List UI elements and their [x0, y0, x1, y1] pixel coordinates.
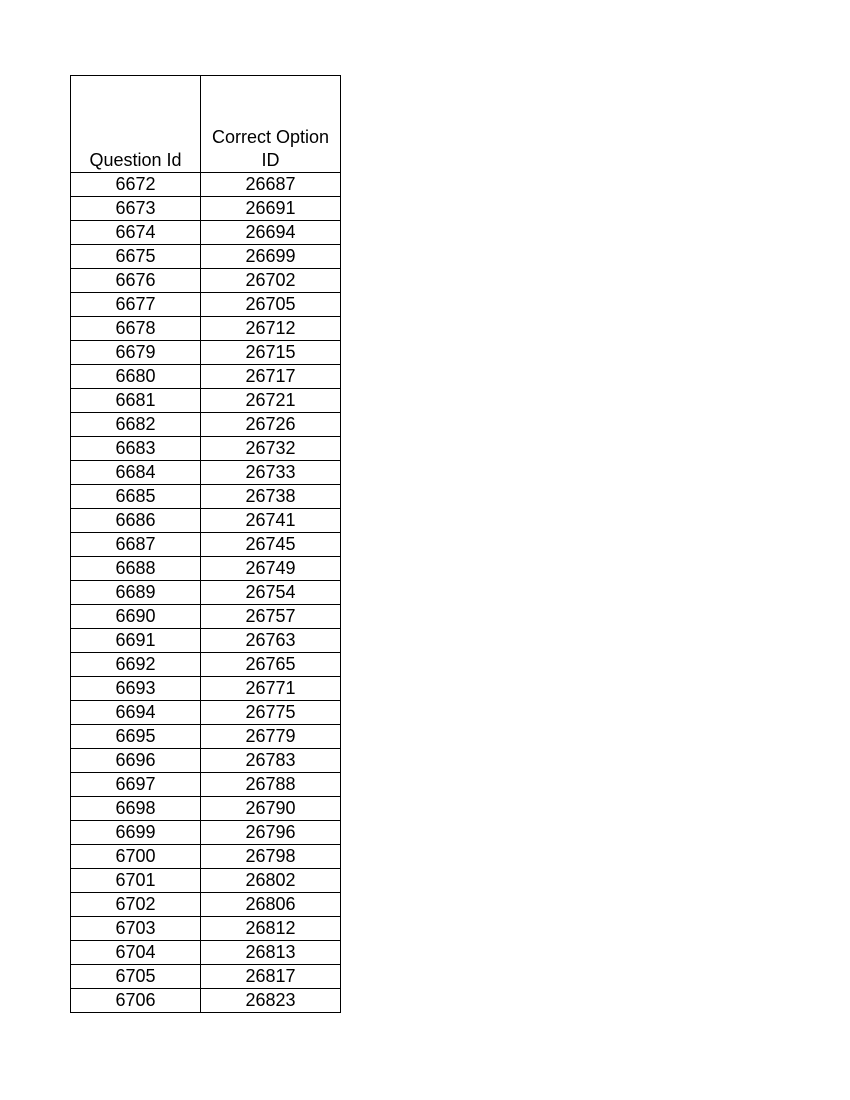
cell-correct-option-id: 26817 — [201, 965, 341, 989]
table-row — [71, 389, 341, 413]
cell-question-id: 6681 — [71, 389, 201, 413]
cell-question-id: 6685 — [71, 485, 201, 509]
cell-question-id: 6687 — [71, 533, 201, 557]
cell-question-id: 6704 — [71, 941, 201, 965]
cell-correct-option-id: 26721 — [201, 389, 341, 413]
table-row — [71, 221, 341, 245]
cell-question-id: 6682 — [71, 413, 201, 437]
cell-question-id: 6677 — [71, 293, 201, 317]
table-row — [71, 629, 341, 653]
table-row — [71, 677, 341, 701]
header-question-id-label: Question Id — [89, 150, 182, 170]
cell-correct-option-id: 26823 — [201, 989, 341, 1013]
table-row — [71, 293, 341, 317]
header-correct-option-label-line1: Correct Option — [211, 127, 330, 147]
cell-correct-option-id: 26712 — [201, 317, 341, 341]
table-row — [71, 797, 341, 821]
cell-correct-option-id: 26765 — [201, 653, 341, 677]
cell-correct-option-id: 26779 — [201, 725, 341, 749]
table-row — [71, 773, 341, 797]
cell-question-id: 6700 — [71, 845, 201, 869]
cell-correct-option-id: 26687 — [201, 173, 341, 197]
table-row — [71, 893, 341, 917]
cell-correct-option-id: 26738 — [201, 485, 341, 509]
cell-question-id: 6692 — [71, 653, 201, 677]
cell-correct-option-id: 26733 — [201, 461, 341, 485]
table-row — [71, 245, 341, 269]
table-row — [71, 269, 341, 293]
cell-question-id: 6706 — [71, 989, 201, 1013]
table-row — [71, 941, 341, 965]
cell-correct-option-id: 26806 — [201, 893, 341, 917]
table-header-row — [71, 76, 341, 173]
cell-correct-option-id: 26763 — [201, 629, 341, 653]
table-row — [71, 317, 341, 341]
cell-question-id: 6688 — [71, 557, 201, 581]
cell-correct-option-id: 26717 — [201, 365, 341, 389]
cell-question-id: 6683 — [71, 437, 201, 461]
cell-correct-option-id: 26699 — [201, 245, 341, 269]
table-row — [71, 581, 341, 605]
cell-question-id: 6672 — [71, 173, 201, 197]
table-row — [71, 557, 341, 581]
cell-question-id: 6690 — [71, 605, 201, 629]
cell-correct-option-id: 26796 — [201, 821, 341, 845]
table-row — [71, 437, 341, 461]
header-correct-option-id — [201, 76, 341, 173]
cell-question-id: 6705 — [71, 965, 201, 989]
cell-question-id: 6686 — [71, 509, 201, 533]
cell-correct-option-id: 26802 — [201, 869, 341, 893]
cell-question-id: 6673 — [71, 197, 201, 221]
cell-correct-option-id: 26783 — [201, 749, 341, 773]
cell-question-id: 6701 — [71, 869, 201, 893]
cell-correct-option-id: 26715 — [201, 341, 341, 365]
cell-correct-option-id: 26702 — [201, 269, 341, 293]
table-row — [71, 461, 341, 485]
cell-question-id: 6689 — [71, 581, 201, 605]
cell-correct-option-id: 26726 — [201, 413, 341, 437]
cell-question-id: 6696 — [71, 749, 201, 773]
cell-question-id: 6691 — [71, 629, 201, 653]
cell-correct-option-id: 26788 — [201, 773, 341, 797]
table-row — [71, 749, 341, 773]
cell-correct-option-id: 26749 — [201, 557, 341, 581]
cell-question-id: 6684 — [71, 461, 201, 485]
table-row — [71, 485, 341, 509]
cell-correct-option-id: 26812 — [201, 917, 341, 941]
cell-correct-option-id: 26775 — [201, 701, 341, 725]
table-row — [71, 413, 341, 437]
cell-question-id: 6697 — [71, 773, 201, 797]
answer-key-table — [70, 75, 341, 1013]
table-row — [71, 701, 341, 725]
cell-question-id: 6676 — [71, 269, 201, 293]
header-correct-option-label-line2: ID — [261, 150, 280, 170]
table-row — [71, 197, 341, 221]
cell-correct-option-id: 26694 — [201, 221, 341, 245]
cell-question-id: 6699 — [71, 821, 201, 845]
table-row — [71, 365, 341, 389]
cell-correct-option-id: 26741 — [201, 509, 341, 533]
cell-correct-option-id: 26705 — [201, 293, 341, 317]
table-row — [71, 653, 341, 677]
cell-question-id: 6680 — [71, 365, 201, 389]
cell-question-id: 6694 — [71, 701, 201, 725]
table-row — [71, 965, 341, 989]
table-row — [71, 725, 341, 749]
table-row — [71, 509, 341, 533]
cell-correct-option-id: 26813 — [201, 941, 341, 965]
cell-correct-option-id: 26771 — [201, 677, 341, 701]
cell-correct-option-id: 26754 — [201, 581, 341, 605]
cell-correct-option-id: 26745 — [201, 533, 341, 557]
table-row — [71, 341, 341, 365]
cell-correct-option-id: 26798 — [201, 845, 341, 869]
cell-question-id: 6678 — [71, 317, 201, 341]
table-row — [71, 989, 341, 1013]
cell-question-id: 6693 — [71, 677, 201, 701]
cell-question-id: 6674 — [71, 221, 201, 245]
cell-correct-option-id: 26790 — [201, 797, 341, 821]
table-row — [71, 173, 341, 197]
table-row — [71, 845, 341, 869]
cell-question-id: 6702 — [71, 893, 201, 917]
cell-question-id: 6679 — [71, 341, 201, 365]
cell-question-id: 6703 — [71, 917, 201, 941]
cell-question-id: 6675 — [71, 245, 201, 269]
header-question-id — [71, 76, 201, 173]
cell-question-id: 6695 — [71, 725, 201, 749]
table-row — [71, 533, 341, 557]
cell-correct-option-id: 26732 — [201, 437, 341, 461]
cell-correct-option-id: 26757 — [201, 605, 341, 629]
cell-question-id: 6698 — [71, 797, 201, 821]
table-row — [71, 821, 341, 845]
table-row — [71, 869, 341, 893]
cell-correct-option-id: 26691 — [201, 197, 341, 221]
table-body — [71, 173, 341, 1013]
table-row — [71, 917, 341, 941]
table-row — [71, 605, 341, 629]
